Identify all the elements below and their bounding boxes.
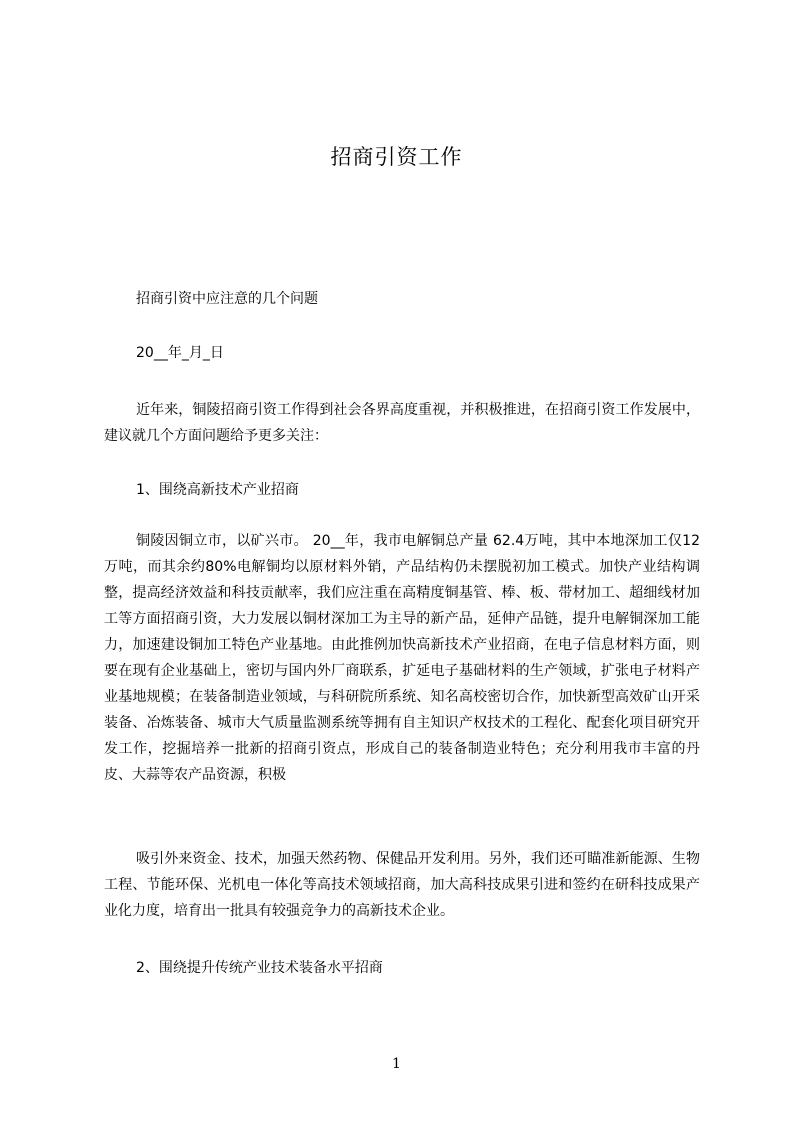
body-paragraph: 铜陵因铜立市，以矿兴市。 20__年，我市电解铜总产量 62.4万吨，其中本地深加工仅12万吨，而其余约80%电解铜均以原材料外销，产品结构仍未摆脱初加工模式。加快产业结构调整，提高经济效益和科技贡献率，我们应注重在高精度铜基管、棒、板、带材加工、超细线材加工等方面招商引资，大力发展以铜材深加工为主导的新产品，延伸产品链，提升电解铜深加工能力，加速建设铜加工特色产业基地。由此推例加快高新技术产业招商，在电子信息材料方面，则要在现有企业基础上，密切与国内外厂商联系，扩延电子基础材料的生产领域，扩张电子材料产业基地规模；在装备制造业领域，与科研院所系统、知名高校密切合作，加快新型高效矿山开采装备、冶炼装备、城市大气质量监测系统等拥有自主知识产权技术的工程化、配套化项目研究开发工作，挖掘培养一批新的招商引资点，形成自己的装备制造业特色；充分利用我市丰富的丹皮、大蒜等农产品资源，积极 [104,533,700,783]
body-paragraph: 吸引外来资金、技术，加强天然药物、保健品开发利用。另外，我们还可瞄准新能源、生物工程、节能环保、光机电一体化等高技术领域招商，加大高科技成果引进和签约在研科技成果产业化力度，培育出一批具有较强竞争力的高新技术企业。 [104,851,700,919]
document-subtitle: 招商引资中应注意的几个问题 [136,291,318,307]
section-heading-1: 1、围绕高新技术产业招商 [136,482,299,498]
document-date: 20__年_月_日 [136,345,224,361]
section-heading-2: 2、围绕提升传统产业技术装备水平招商 [136,960,383,976]
page-number: 1 [392,1056,401,1072]
intro-paragraph: 近年来，铜陵招商引资工作得到社会各界高度重视，并积极推进，在招商引资工作发展中，建议就几个方面问题给予更多关注： [104,402,700,444]
document-title: 招商引资工作 [330,145,463,169]
